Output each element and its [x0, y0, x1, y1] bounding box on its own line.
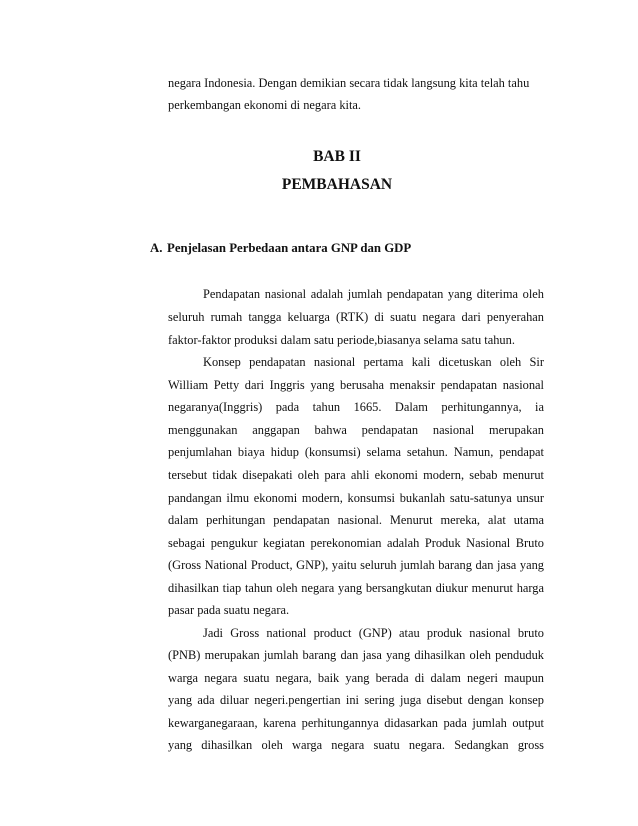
paragraph-line: Konsep pendapatan nasional pertama kali dicetuskan oleh Sir — [203, 355, 544, 369]
section-letter: A. — [150, 241, 163, 255]
paragraph-line: (Gross National Product, GNP), yaitu seluruh jumlah barang dan jasa yang — [168, 558, 544, 572]
section-heading — [150, 240, 411, 256]
chapter-title: PEMBAHASAN — [281, 176, 393, 193]
paragraph-line: sebagai pengukur kegiatan perekonomian adalah Produk Nasional Bruto — [168, 536, 544, 550]
paragraph-line: faktor-faktor produksi dalam satu periode,biasanya selama satu tahun. — [168, 333, 515, 347]
chapter-number: BAB II — [313, 148, 361, 165]
paragraph-line: dihasilkan tiap tahun oleh negara yang bersangkutan diukur menurut harga — [168, 581, 544, 595]
paragraph-line: yang dihasilkan oleh warga negara suatu negara. Sedangkan gross — [168, 738, 544, 752]
paragraph-line: warga negara suatu negara, baik yang berada di dalam negeri maupun — [168, 671, 544, 685]
paragraph-line: tersebut tidak disepakati oleh para ahli ekonomi modern, sebab menurut — [168, 468, 544, 482]
paragraph-line: pandangan ilmu ekonomi modern, konsumsi bukanlah satu-satunya unsur — [168, 491, 544, 505]
paragraph-line: penjumlahan biaya hidup (konsumsi) selama setahun. Namun, pendapat — [168, 445, 544, 459]
section-title: Penjelasan Perbedaan antara GNP dan GDP — [167, 241, 412, 255]
paragraph-line: kewarganegaraan, karena perhitungannya didasarkan pada jumlah output — [168, 716, 544, 730]
paragraph-line: pasar pada suatu negara. — [168, 603, 290, 617]
paragraph-line: negaranya(Inggris) pada tahun 1665. Dalam perhitungannya, ia — [168, 400, 544, 414]
paragraph-line: yang ada diluar negeri.pengertian ini sering juga disebut dengan konsep — [168, 693, 544, 707]
paragraph-line: (PNB) merupakan jumlah barang dan jasa yang dihasilkan oleh penduduk — [168, 648, 544, 662]
paragraph-line: dalam perhitungan pendapatan nasional. Menurut mereka, alat utama — [168, 513, 544, 527]
paragraph-line: menggunakan anggapan bahwa pendapatan nasional merupakan — [168, 423, 544, 437]
intro-line-2: perkembangan ekonomi di negara kita. — [168, 98, 362, 112]
paragraph-line: seluruh rumah tangga keluarga (RTK) di suatu negara dari penyerahan — [168, 310, 544, 324]
paragraph-line: Jadi Gross national product (GNP) atau produk nasional bruto — [203, 626, 544, 640]
intro-line-1: negara Indonesia. Dengan demikian secara tidak langsung kita telah tahu — [168, 76, 530, 90]
paragraph-line: Pendapatan nasional adalah jumlah pendapatan yang diterima oleh — [203, 287, 544, 301]
paragraph-line: William Petty dari Inggris yang berusaha menaksir pendapatan nasional — [168, 378, 544, 392]
